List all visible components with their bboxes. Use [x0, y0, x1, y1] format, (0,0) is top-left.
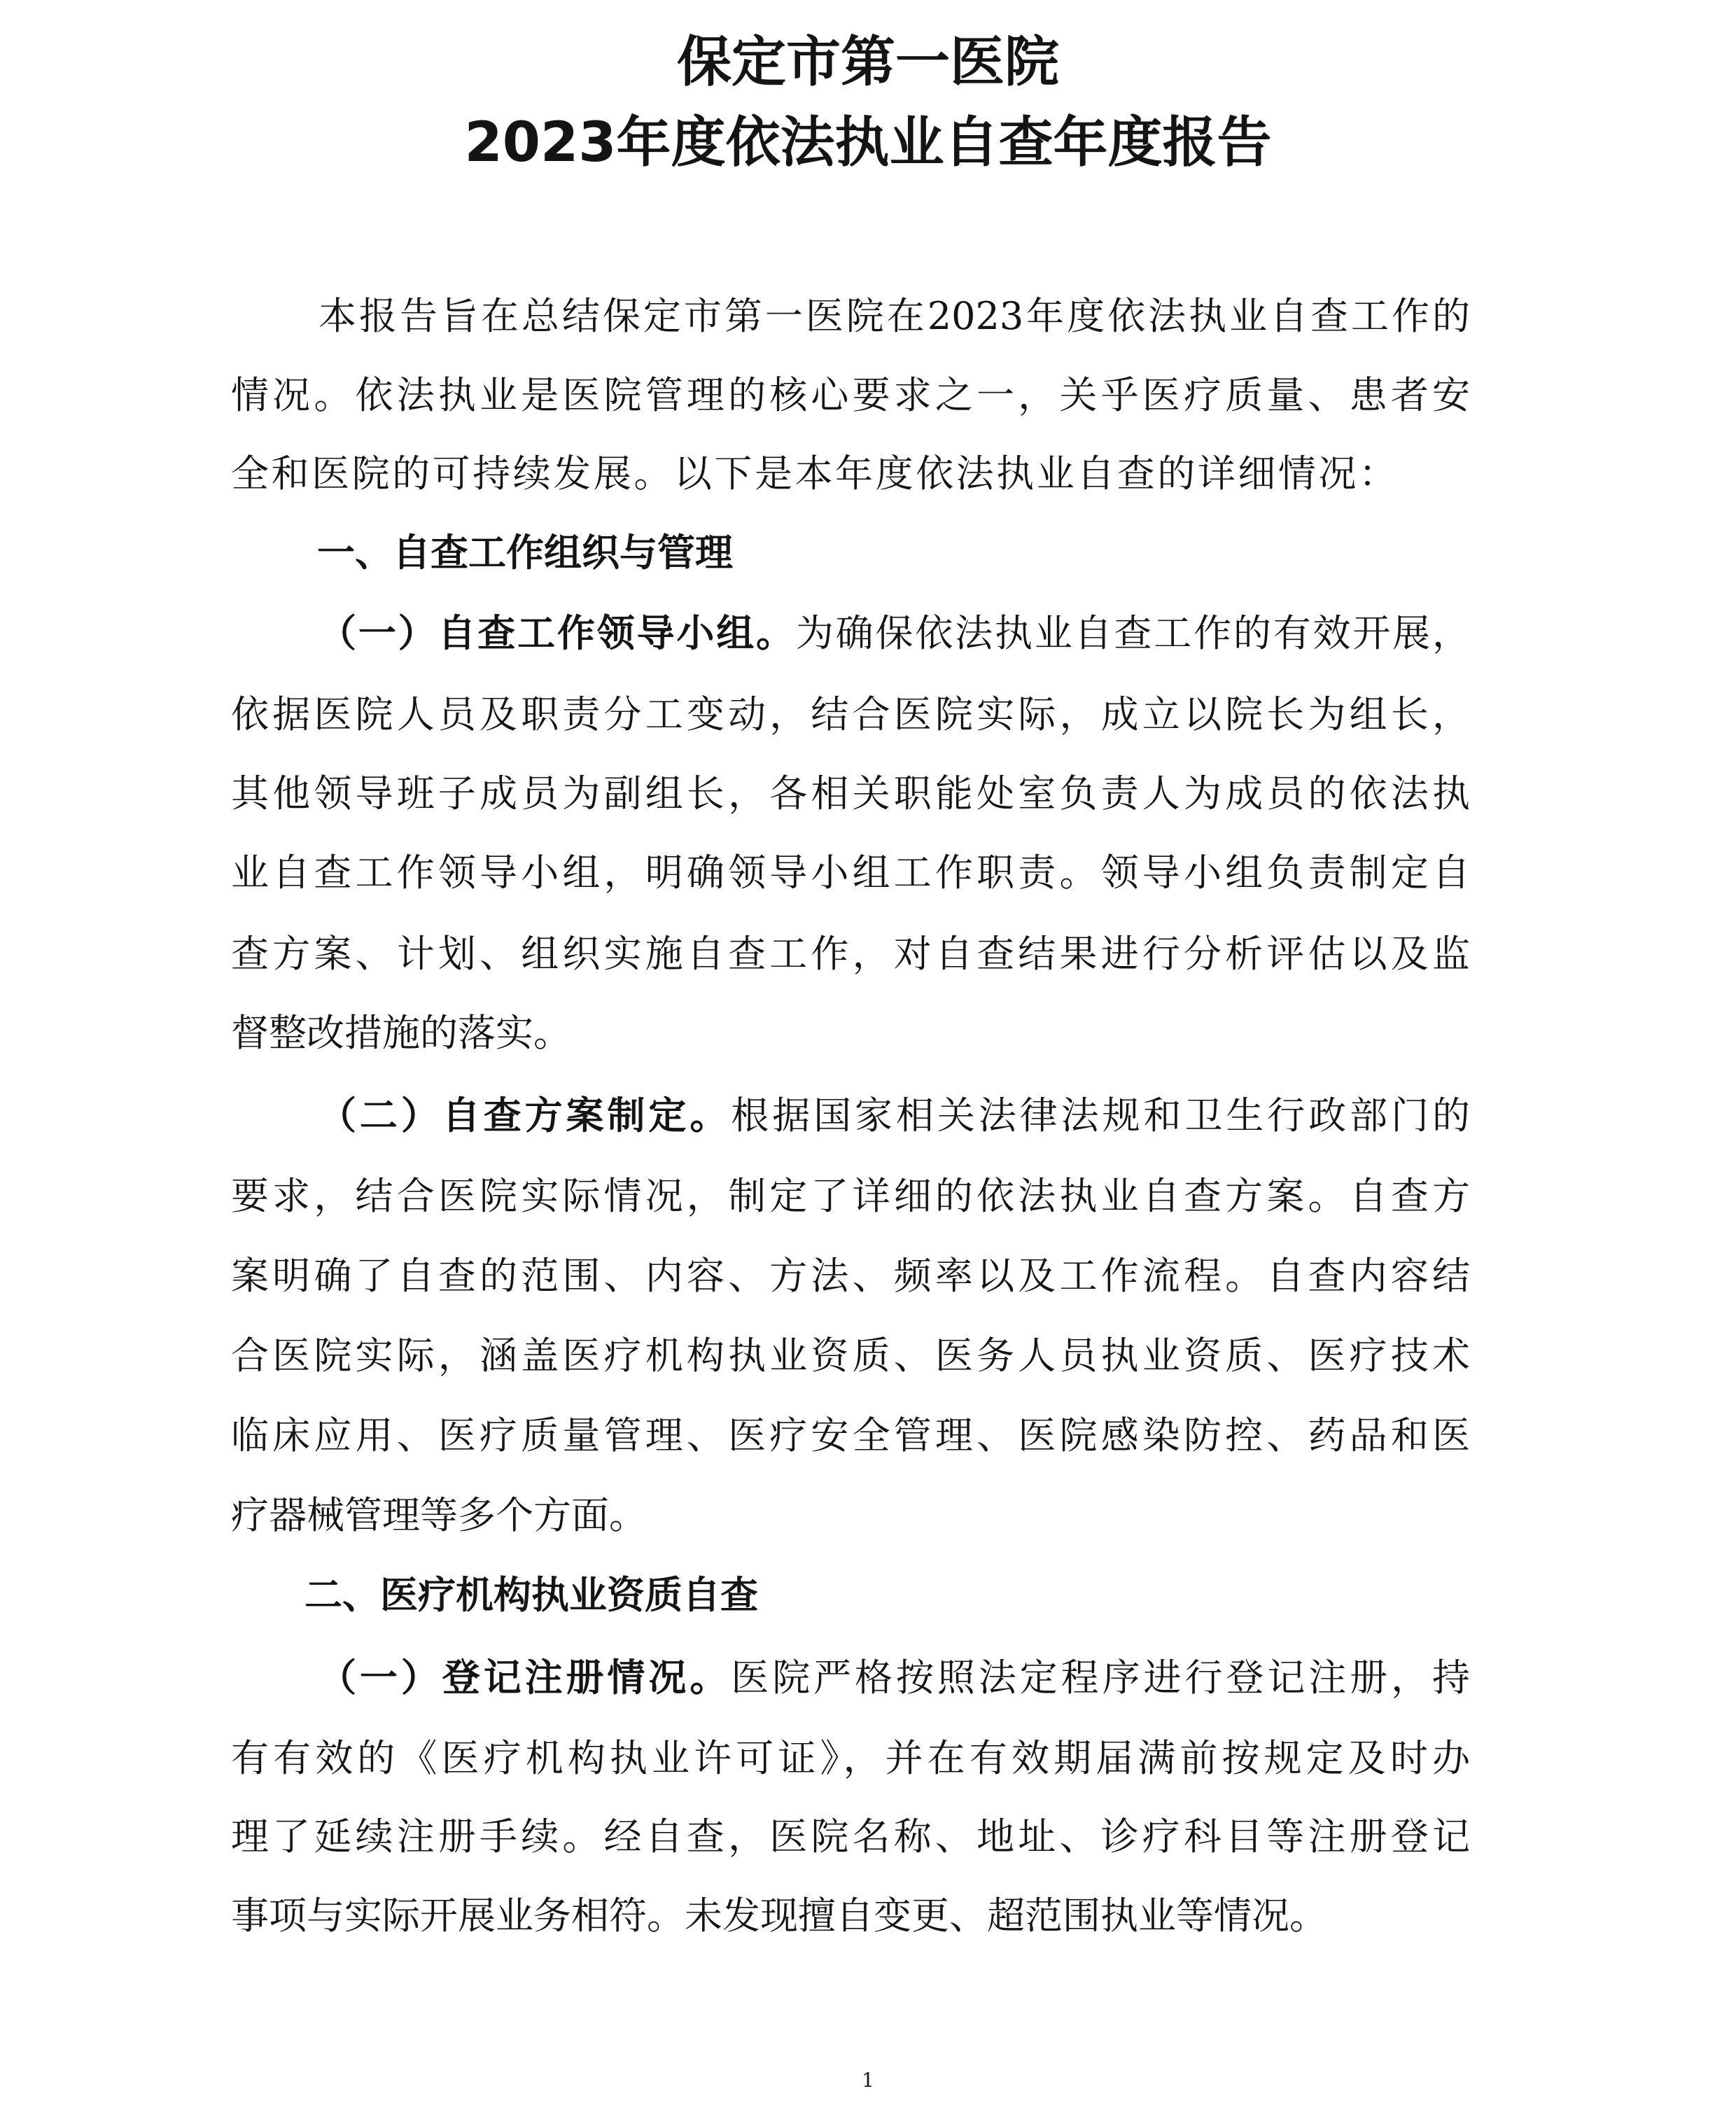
paragraph-subheading: （一）自查工作领导小组。: [318, 611, 796, 655]
paragraph-text: 医院严格按照法定程序进行登记注册，持: [731, 1656, 1471, 1700]
paragraph-line: 查方案、计划、组织实施自查工作，对自查结果进行分析评估以及监: [231, 932, 1470, 976]
paragraph-line: 事项与实际开展业务相符。未发现擅自变更、超范围执业等情况。: [231, 1894, 1327, 1938]
paragraph-subheading: （一）登记注册情况。: [318, 1656, 732, 1700]
paragraph-subheading: （二）自查方案制定。: [318, 1093, 732, 1138]
document-title-line1: 保定市第一医院: [676, 31, 1059, 94]
paragraph-line: [318, 611, 1471, 655]
paragraph-line: 业自查工作领导小组，明确领导小组工作职责。领导小组负责制定自: [231, 851, 1470, 895]
paragraph-line: 督整改措施的落实。: [231, 1011, 571, 1055]
intro-line: 本报告旨在总结保定市第一医院在2023年度依法执业自查工作的: [318, 294, 1470, 338]
intro-line: 全和医院的可持续发展。以下是本年度依法执业自查的详细情况：: [231, 452, 1396, 496]
paragraph-line: 临床应用、医疗质量管理、医疗安全管理、医院感染防控、药品和医: [231, 1413, 1470, 1457]
paragraph-line: 要求，结合医院实际情况，制定了详细的依法执业自查方案。自查方: [231, 1174, 1470, 1218]
paragraph-line: 有有效的《医疗机构执业许可证》，并在有效期届满前按规定及时办: [231, 1736, 1470, 1780]
intro-line: 情况。依法执业是医院管理的核心要求之一，关乎医疗质量、患者安: [231, 373, 1470, 417]
paragraph-line: 其他领导班子成员为副组长，各相关职能处室负责人为成员的依法执: [231, 771, 1470, 816]
paragraph-line: 依据医院人员及职责分工变动，结合医院实际，成立以院长为组长，: [231, 692, 1470, 736]
paragraph-text: 为确保依法执业自查工作的有效开展，: [795, 611, 1471, 655]
section2-heading: 二、医疗机构执业资质自查: [304, 1573, 758, 1617]
paragraph-line: [318, 1093, 1471, 1138]
paragraph-text: 根据国家相关法律法规和卫生行政部门的: [731, 1093, 1471, 1138]
paragraph-line: [318, 1656, 1471, 1700]
paragraph-line: 案明确了自查的范围、内容、方法、频率以及工作流程。自查内容结: [231, 1254, 1470, 1298]
paragraph-line: 疗器械管理等多个方面。: [231, 1493, 647, 1537]
paragraph-line: 理了延续注册手续。经自查，医院名称、地址、诊疗科目等注册登记: [231, 1814, 1470, 1859]
page-number: 1: [862, 2069, 874, 2092]
section1-heading: 一、自查工作组织与管理: [317, 531, 733, 575]
paragraph-line: 合医院实际，涵盖医疗机构执业资质、医务人员执业资质、医疗技术: [231, 1334, 1470, 1378]
document-title-line2: 2023年度依法执业自查年度报告: [464, 111, 1272, 174]
